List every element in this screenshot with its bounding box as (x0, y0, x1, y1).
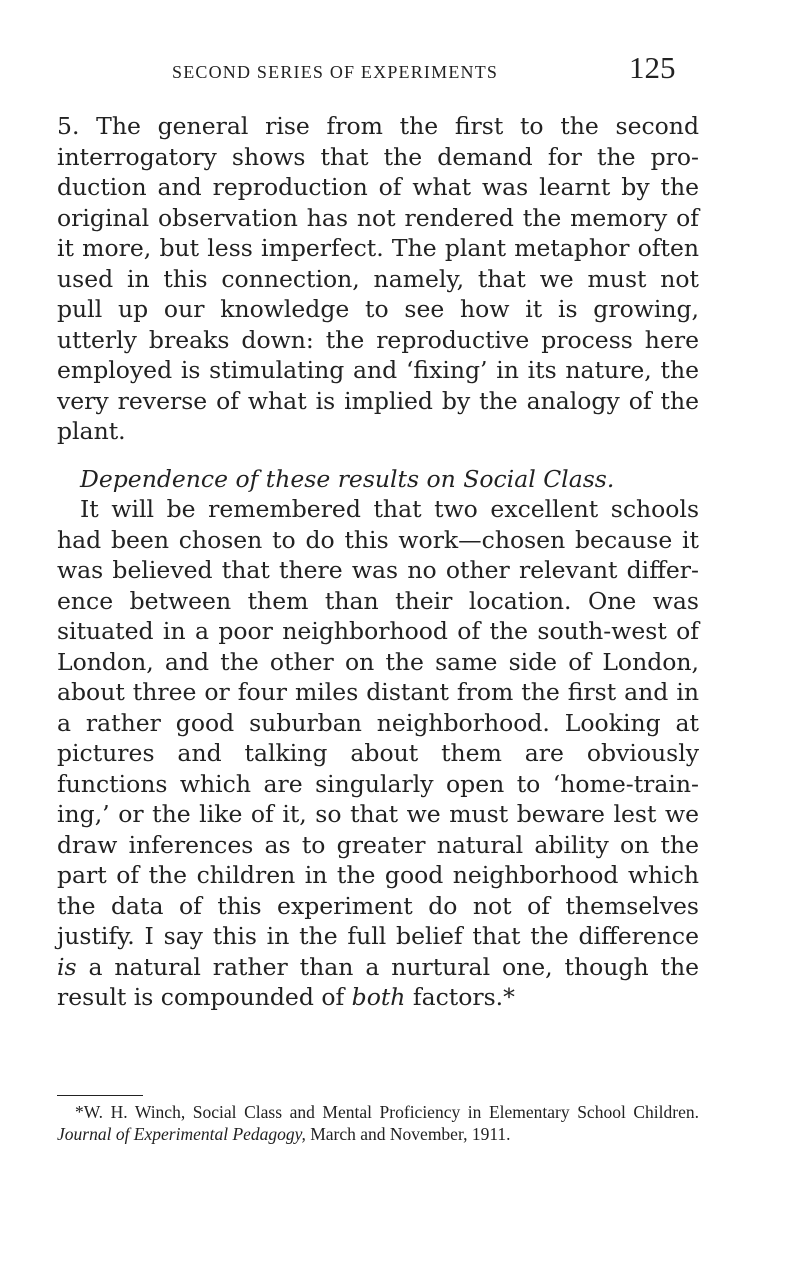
emphasis-both: both (351, 983, 406, 1011)
emphasis-is: is (57, 952, 77, 981)
footnote-journal-title: Journal of Experimental Pedagogy, (57, 1123, 306, 1144)
footnote-text-part-1: *W. H. Winch, Social Class and Mental Proficiency in Elementary School Children. (75, 1102, 699, 1122)
paragraph-social-class (57, 494, 699, 1013)
body-text (57, 111, 699, 1013)
paragraph-text-part-3: factors.* (405, 983, 515, 1011)
paragraph-text-part-1: It will be remembered that two excellent schools had been chosen to do this work—chosen because it was believed that there was no other relevant difference between them than their location. One was situated in a poor neighborhood of the south-west of London, and the other on the same side of London, about three or four miles distant from the first and in a rather good suburban neighborhood. Looking at pictures and talking about them are obviously functions which are singularly open to ‘home-training,’ or the like of it, so that we must beware lest we draw inferences as to greater natural ability on the part of the children in the good neighborhood which the data of this experiment do not of themselves justify. I say this in the full belief that the difference (57, 495, 699, 950)
footnote (57, 1102, 699, 1145)
running-head: SECOND SERIES OF EXPERIMENTS (172, 62, 499, 82)
page-number: 125 (629, 50, 676, 85)
paragraph-5: 5. The general rise from the first to the second interrogatory shows that the demand for the production and reproduction of what was learnt by the original observation has not rendered the memory of it more, but less imperfect. The plant metaphor often used in this connection, namely, that we must not pull up our knowledge to see how it is growing, utterly breaks down: the reproductive process here employed is stimulating and ‘fixing’ in its nature, the very reverse of what is implied by the analogy of the plant. (57, 112, 699, 445)
footnote-text-part-2: March and November, 1911. (305, 1123, 511, 1144)
section-heading: Dependence of these results on Social Class. (80, 464, 615, 493)
paragraph-text-part-2: a natural rather than a nurtural one, though the result is compounded of (57, 952, 699, 1011)
footnote-rule (57, 1095, 143, 1096)
